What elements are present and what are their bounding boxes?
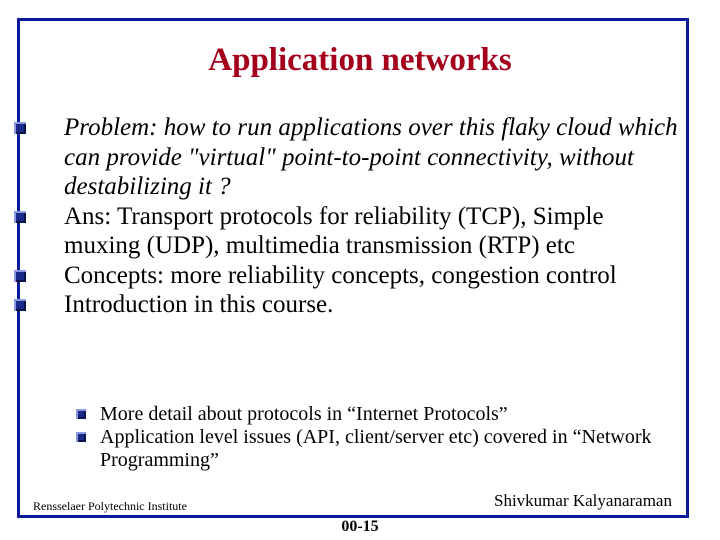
author-footer: Shivkumar Kalyanaraman	[494, 491, 672, 510]
bullet-text: Problem: how to run applications over this flaky cloud which can provide "virtual" point-to-point connectivity, without destabilizing it ?	[64, 114, 678, 200]
institution-footer: Rensselaer Polytechnic Institute	[33, 499, 187, 513]
bullet-text: Ans: Transport protocols for reliability (TCP), Simple muxing (UDP), multimedia transmission (RTP) etc	[64, 202, 604, 259]
sub-bullet-list	[100, 403, 680, 472]
bullet-item	[64, 261, 684, 291]
bullet-item	[64, 290, 684, 320]
sub-bullet-item	[100, 403, 680, 426]
page-number: 00-15	[341, 518, 379, 535]
square-bullet-icon	[14, 211, 26, 223]
square-bullet-icon	[76, 409, 86, 419]
sub-bullet-text: More detail about protocols in “Internet Protocols”	[100, 403, 508, 425]
bullet-text: Concepts: more reliability concepts, congestion control	[64, 261, 617, 289]
bullet-item	[64, 202, 684, 261]
bullet-text: Introduction in this course.	[64, 291, 334, 318]
square-bullet-icon	[14, 270, 26, 282]
square-bullet-icon	[14, 122, 26, 134]
sub-bullet-text: Application level issues (API, client/server etc) covered in “Network Programming”	[100, 426, 652, 471]
bullet-item	[64, 113, 684, 202]
square-bullet-icon	[14, 299, 26, 311]
square-bullet-icon	[76, 432, 86, 442]
slide-title: Application networks	[208, 42, 512, 78]
sub-bullet-item	[100, 426, 680, 472]
bullet-list	[64, 113, 684, 320]
